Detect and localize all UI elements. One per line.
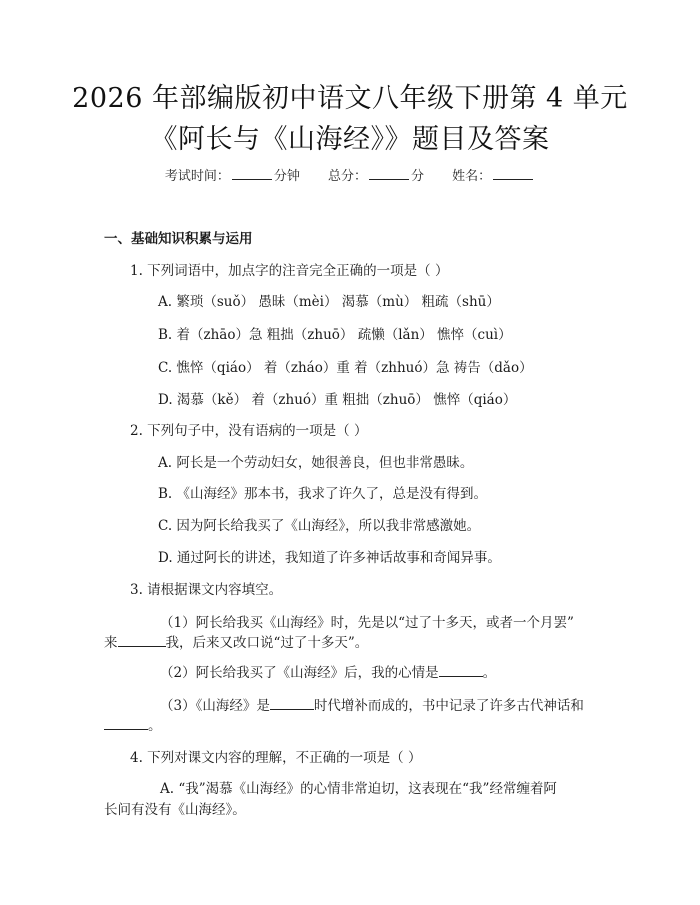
question-3-item-1-line1: （1）阿长给我买《山海经》时，先是以“过了十多天，或者一个月罢”	[160, 615, 574, 631]
question-3-item-3-line1	[160, 696, 584, 716]
question-1-option-b: B. 着（zhāo）急 粗拙（zhuō） 疏懒（lǎn） 憔悴（cuì）	[158, 327, 512, 343]
q3-item3-text: （3）《山海经》是	[160, 698, 270, 714]
question-3-item-1-line2	[104, 633, 368, 653]
q3-item3-blank-1	[270, 696, 314, 710]
exam-time-field	[165, 167, 300, 187]
q3-item3-end: 。	[148, 718, 162, 734]
name-label: 姓名：	[452, 169, 492, 184]
exam-info-row	[0, 167, 700, 187]
question-2-stem: 2. 下列句子中，没有语病的一项是（ ）	[130, 423, 368, 439]
section-heading: 一、基础知识积累与运用	[104, 231, 253, 247]
question-1-option-a: A. 繁琐（suǒ） 愚昧（mèi） 渴慕（mù） 粗疏（shū）	[158, 294, 500, 310]
q3-item1-blank	[118, 633, 166, 647]
question-3-item-2	[160, 663, 496, 683]
q3-item3-blank-2	[104, 716, 148, 730]
question-4-option-a-line1: A. “我”渴慕《山海经》的心情非常迫切，这表现在“我”经常缠着阿	[160, 781, 557, 797]
exam-time-unit: 分钟	[273, 169, 300, 184]
q3-item2-blank	[439, 663, 483, 677]
question-2-option-a: A. 阿长是一个劳动妇女，她很善良，但也非常愚昧。	[158, 455, 474, 471]
score-blank	[369, 167, 409, 180]
score-unit: 分	[411, 169, 425, 184]
document-title-line1: 2026 年部编版初中语文八年级下册第 4 单元	[72, 83, 628, 114]
question-4-stem: 4. 下列对课文内容的理解，不正确的一项是（ ）	[130, 750, 422, 766]
question-2-option-b: B. 《山海经》那本书，我求了许久了，总是没有得到。	[158, 486, 488, 502]
exam-time-label: 考试时间：	[164, 169, 230, 184]
name-field	[452, 167, 535, 187]
question-3-item-3-line2	[104, 716, 162, 736]
q3-item3-mid: 时代增补而成的，书中记录了许多古代神话和	[313, 698, 584, 714]
q3-item2-text: （2）阿长给我买了《山海经》后，我的心情是	[160, 665, 439, 681]
question-1-stem: 1. 下列词语中，加点字的注音完全正确的一项是（ ）	[130, 263, 449, 279]
exam-time-blank	[232, 167, 272, 180]
name-blank	[493, 167, 533, 180]
score-field	[328, 167, 424, 187]
question-2-option-c: C. 因为阿长给我买了《山海经》，所以我非常感激她。	[158, 518, 481, 534]
question-1-option-d: D. 渴慕（kě） 着（zhuó）重 粗拙（zhuō） 憔悴（qiáo）	[158, 392, 517, 408]
question-4-option-a-line2: 长问有没有《山海经》。	[104, 802, 246, 818]
score-label: 总分：	[327, 169, 367, 184]
question-3-stem: 3. 请根据课文内容填空。	[130, 582, 283, 598]
q3-item1-suffix: 我，后来又改口说“过了十多天”。	[165, 635, 369, 651]
document-title-line2: 《阿长与《山海经》》题目及答案	[150, 124, 550, 155]
question-2-option-d: D. 通过阿长的讲述，我知道了许多神话故事和奇闻异事。	[158, 550, 501, 566]
q3-item2-end: 。	[482, 665, 497, 681]
question-1-option-c: C. 憔悴（qiáo） 着（zháo）重 着（zhhuó）急 祷告（dǎo）	[158, 360, 533, 376]
q3-item1-prefix: 来	[104, 635, 118, 651]
